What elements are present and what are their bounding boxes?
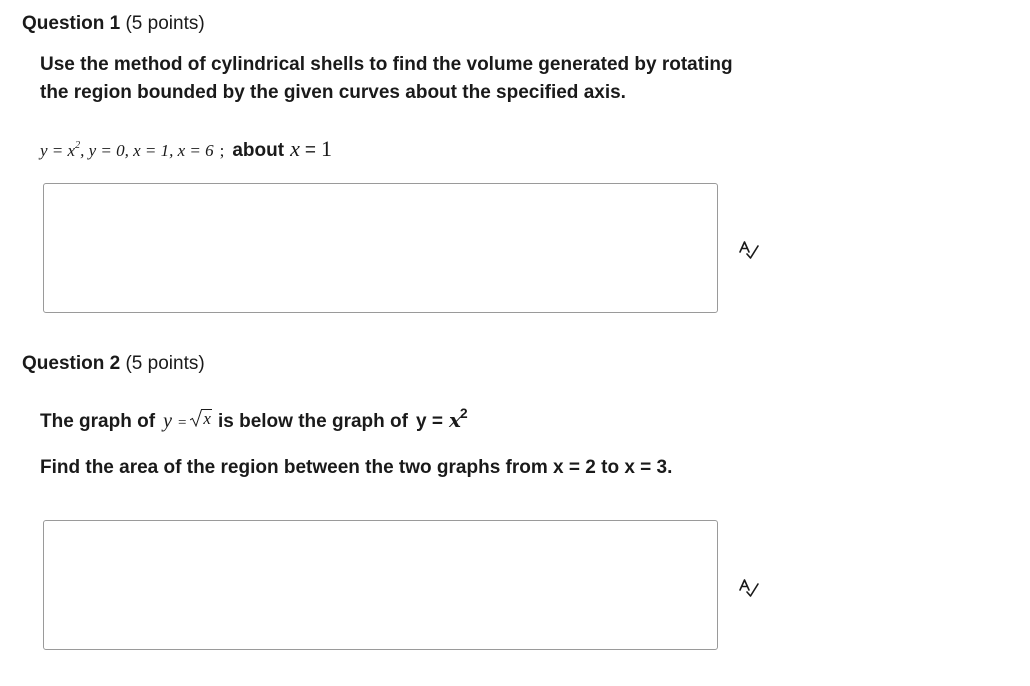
sqrt-expression [190, 409, 212, 427]
question-1-points: (5 points) [125, 13, 205, 34]
question-2-points: (5 points) [125, 353, 205, 374]
question-2-graph-line [40, 405, 468, 433]
axis-variable: x [290, 136, 300, 161]
graph-line-lhs: y [163, 410, 172, 432]
axis-equals: = [304, 140, 316, 161]
question-1-prompt-line-2: the region bounded by the given curves about the specified axis. [40, 82, 626, 103]
equation-about-text: about [232, 140, 285, 161]
equation-separator: ; [219, 141, 225, 160]
question-2-label: Question 2 [22, 353, 121, 374]
graph-line-middle: is below the graph of [217, 411, 408, 432]
rhs-exponent: 2 [459, 405, 468, 421]
graph-line-rhs-prefix: y = [415, 411, 443, 432]
question-2-answer-box[interactable] [43, 520, 718, 650]
question-1-label: Question 1 [22, 13, 121, 34]
graph-line-prefix: The graph of [40, 411, 156, 432]
question-1-heading [22, 12, 205, 36]
axis-value: 1 [320, 136, 332, 161]
rhs-variable: x [448, 408, 460, 432]
curve-bounds: , y = 0, x = 1, x = 6 [80, 141, 214, 160]
sqrt-radical-icon [190, 409, 202, 427]
graph-line-rhs-expression [448, 405, 468, 432]
question-1-answer-box[interactable] [43, 183, 718, 313]
curve-y-equals-x: y = x [40, 141, 76, 160]
equation-curves [40, 141, 214, 161]
curve-exponent: 2 [75, 140, 81, 151]
spell-check-icon[interactable] [738, 240, 760, 260]
question-1-prompt-line-1: Use the method of cylindrical shells to find the volume generated by rotating [40, 54, 733, 75]
question-2-heading [22, 352, 205, 376]
spell-check-icon[interactable] [738, 578, 760, 598]
graph-line-equals: = [177, 415, 187, 431]
question-1-equation [40, 136, 332, 162]
sqrt-radicand: x [203, 409, 211, 428]
question-2-prompt: Find the area of the region between the two graphs from x = 2 to x = 3. [40, 457, 673, 478]
